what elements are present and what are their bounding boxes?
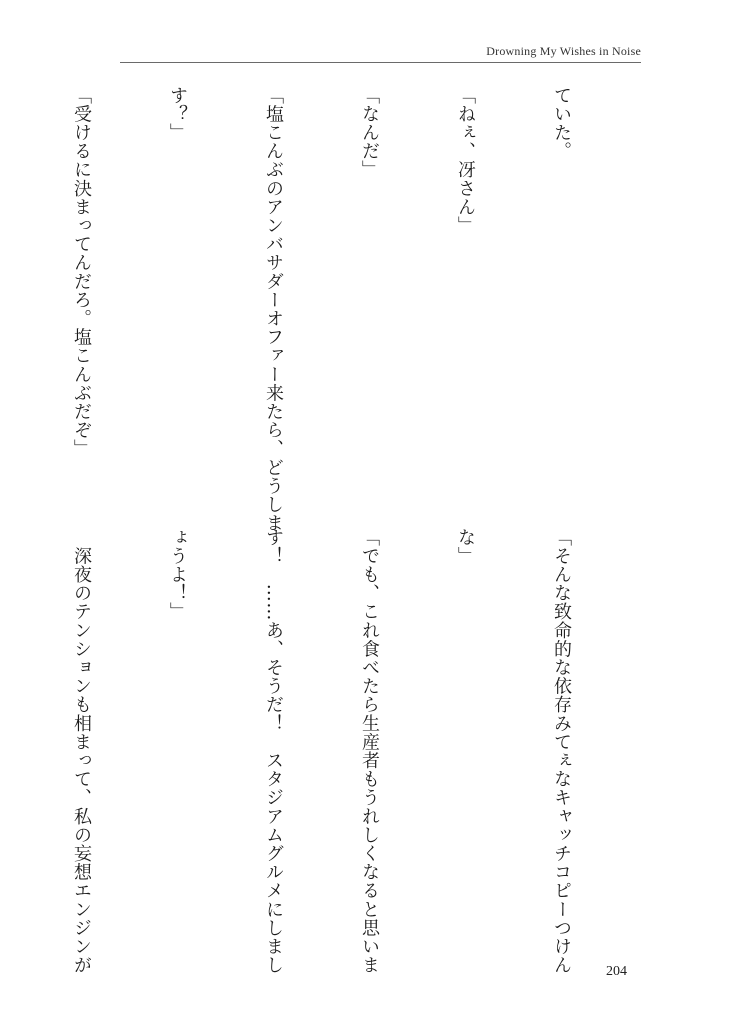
text-column: 「でも、これ食べたら生産者もうれしくなると思いま [359,528,380,975]
text-column: 「なんだ」 [359,86,380,179]
text-column: 「ねぇ、冴さん」 [455,86,476,235]
header-rule [120,62,641,63]
text-block-upper [71,86,641,533]
text-column [0,86,1,506]
text-column: す？」 [167,86,188,142]
text-column: す！ ……あ、そうだ！ スタジアムグルメにしまし [263,528,284,975]
text-column: ょうよ！」 [167,528,188,621]
text-column: 「そんな致命的な依存みてぇなキャッチコピーつけん [551,528,572,975]
text-column [0,528,1,948]
text-column: ていた。 [551,86,572,161]
text-column: な」 [455,528,476,566]
running-header: Drowning My Wishes in Noise [486,44,641,58]
page-number: 204 [606,964,627,979]
text-column: 「塩こんぶのアンバサダーオファー来たら、どうしま [263,86,284,533]
text-column: 深夜のテンションも相まって、私の妄想エンジンが [71,528,92,975]
text-column: 「受けるに決まってんだろ。塩こんぶだぞ」 [71,86,92,458]
